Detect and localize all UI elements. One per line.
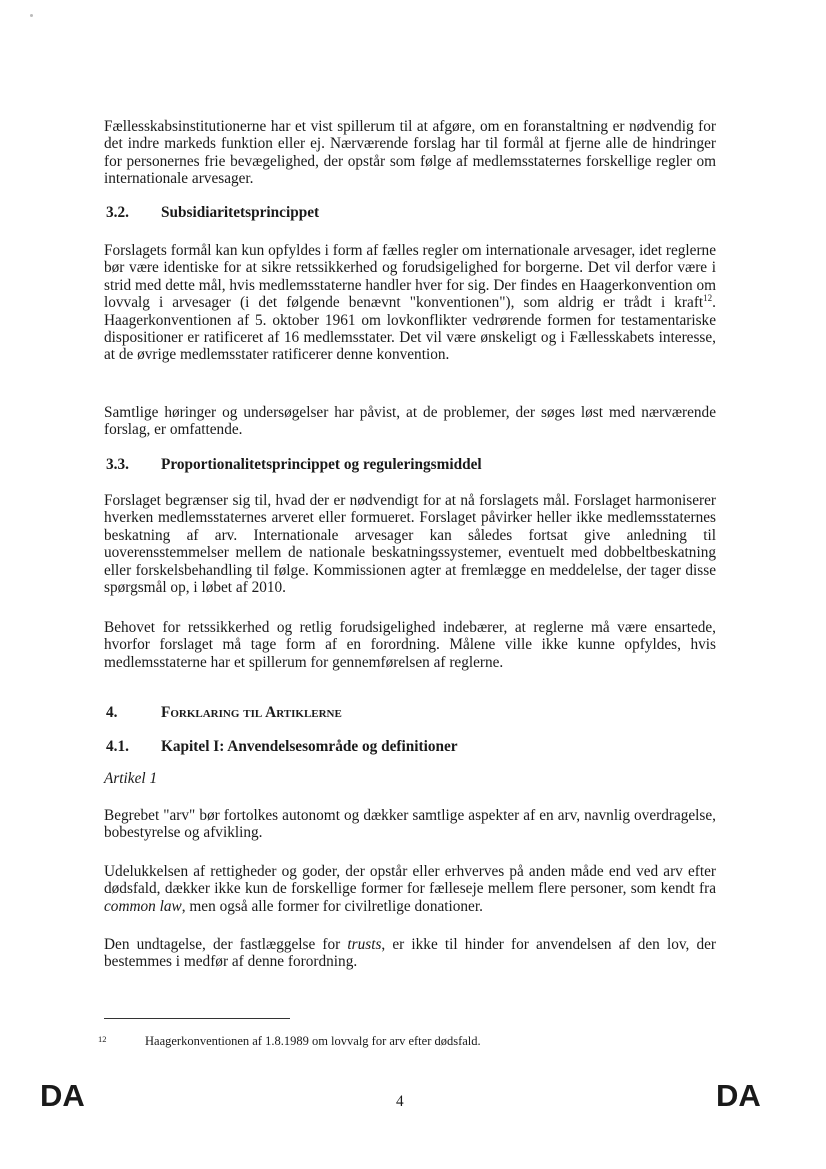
paragraph-article-1c [104,936,716,971]
paragraph-proportionality: Forslaget begrænser sig til, hvad der er nødvendigt for at nå forslagets mål. Forslaget harmoniserer hverken medlemsstaternes arveret eller formueret. Forslaget påvirker heller ikke medlemsstaternes beskatning af arv. Internationale arvesager kan således fortsat give anledning til uoverensstemmelser mellem de nationale beskatningssystemer, eventuelt med dobbeltbeskatning eller forskelsbehandling til følge. Kommissionen agter at fremlægge en meddelelse, der tager disse spørgsmål op, i løbet af 2010. [104,492,716,597]
paragraph-consultations: Samtlige høringer og undersøgelser har påvist, at de problemer, der søges løst med nærværende forslag, er omfattende. [104,404,716,439]
footnote-mark: 12 [98,1034,107,1044]
paragraph-text: Forslagets formål kan kun opfyldes i form af fælles regler om internationale arvesager, idet reglerne bør være identiske for at sikre retssikkerhed og forudsigelighed for borgerne. Det vil derfor være i strid med dette mål, hvis medlemsstaterne handler hver for sig. Der findes en Haagerkonvention om lovvalg i arvesager (i det følgende benævnt "konventionen"), som aldrig er trådt i kraft [104,242,716,312]
paragraph-text: . Haagerkonventionen af 5. oktober 1961 om lovkonflikter vedrørende formen for testamentariske dispositioner er ratificeret af 16 medlemsstater. Det vil være ønskeligt og i Fællesskabets interesse, at de øvrige medlemsstater ratificerer denne konvention. [104,294,716,364]
footnote-text: Haagerkonventionen af 1.8.1989 om lovvalg for arv efter dødsfald. [145,1034,481,1048]
paragraph-text: , er ikke til hinder for anvendelsen af den lov, der bestemmes i medfør af denne forordning. [104,936,716,971]
section-title: Proportionalitetsprincippet og reguleringsmiddel [161,456,482,473]
page-number: 4 [396,1093,404,1110]
section-heading-4-1 [106,738,458,756]
section-heading-3-3 [106,456,482,474]
section-title: Forklaring til Artiklerne [161,704,342,721]
scan-speck [30,14,33,17]
paragraph-text: Udelukkelsen af rettigheder og goder, der opstår eller erhverves på anden måde end ved arv efter dødsfald, dækker ikke kun de forskellige former for fælleseje mellem flere personer, som kendt fra [104,863,716,898]
section-number: 4. [106,704,118,721]
section-title: Kapitel I: Anvendelsesområde og definitioner [161,738,458,755]
language-code-right: DA [716,1078,761,1113]
paragraph-text: , men også alle former for civilretlige donationer. [181,897,483,915]
emphasis: trusts [347,936,382,953]
paragraph-article-1b [104,863,716,915]
paragraph-text: Den undtagelse, der fastlæggelse for [104,936,348,953]
section-number: 4.1. [106,738,129,755]
emphasis: common law [104,897,182,915]
section-title: Subsidiaritetsprincippet [161,204,320,221]
section-heading-4 [106,704,342,722]
paragraph-article-1a: Begrebet "arv" bør fortolkes autonomt og dækker samtlige aspekter af en arv, navnlig overdragelse, bobestyrelse og afvikling. [104,807,716,842]
paragraph-intro: Fællesskabsinstitutionerne har et vist spillerum til at afgøre, om en foranstaltning er nødvendig for det indre markeds funktion eller ej. Nærværende forslag har til formål at fjerne alle de hindringer for personernes frie bevægelighed, der opstår som følge af medlemsstaternes forskellige regler om internationale arvesager. [104,118,716,188]
footnote-divider [104,1018,290,1019]
footnote [98,1034,481,1049]
section-heading-3-2 [106,204,319,222]
language-code-left: DA [40,1078,85,1113]
section-number: 3.3. [106,456,129,473]
footnote-reference: 12 [703,293,713,304]
paragraph-subsidiarity [104,242,716,364]
paragraph-legal-certainty: Behovet for retssikkerhed og retlig forudsigelighed indebærer, at reglerne må være ensartede, hvorfor forslaget må tage form af en forordning. Målene ville ikke kunne opfyldes, hvis medlemsstaterne har et spillerum for gennemførelsen af reglerne. [104,619,716,671]
article-label: Artikel 1 [104,770,158,787]
section-number: 3.2. [106,204,129,221]
